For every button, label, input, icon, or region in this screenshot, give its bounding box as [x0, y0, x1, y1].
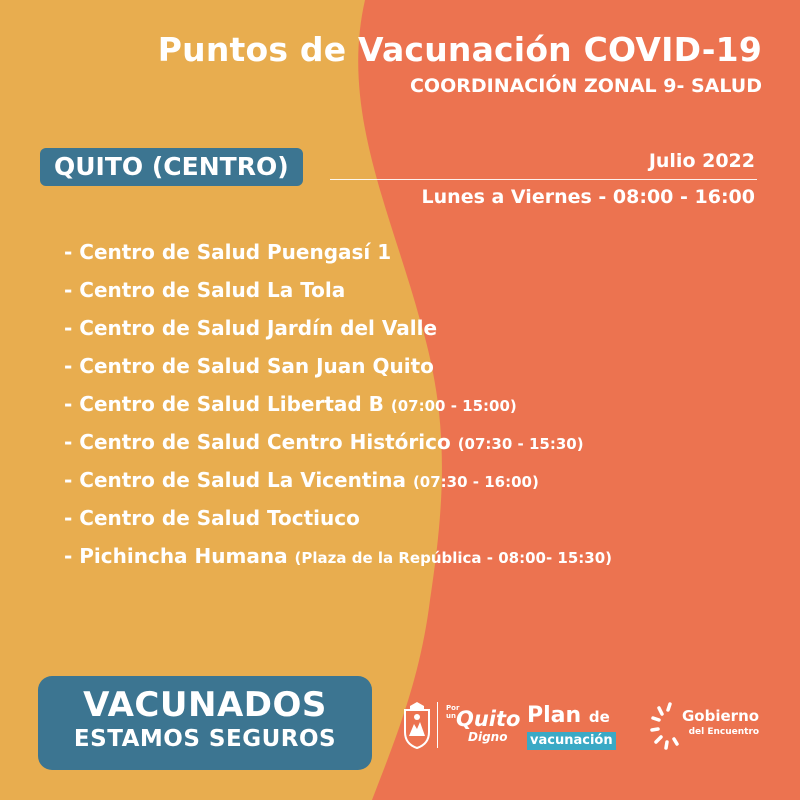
vaccinated-tagline: ESTAMOS SEGUROS	[73, 726, 337, 752]
plan-logo-de: de	[588, 708, 610, 726]
date-label: Julio 2022	[648, 150, 755, 172]
quito-logo-name: Quito	[456, 707, 521, 731]
location-hours: (Plaza de la República - 08:00- 15:30)	[294, 549, 612, 567]
list-item	[64, 239, 612, 277]
list-item	[64, 315, 612, 353]
plan-vacunacion-logo	[527, 704, 631, 750]
location-name: - Centro de Salud La Tola	[64, 278, 346, 302]
quito-logo	[437, 702, 521, 748]
location-name: - Centro de Salud Libertad B	[64, 392, 384, 416]
location-name: - Centro de Salud Centro Histórico	[64, 430, 451, 454]
location-name: - Centro de Salud La Vicentina	[64, 468, 406, 492]
location-hours: (07:30 - 16:00)	[412, 473, 539, 491]
vaccinated-badge	[38, 676, 372, 770]
location-name: - Centro de Salud Puengasí 1	[64, 240, 392, 264]
city-badge: QUITO (CENTRO)	[40, 148, 303, 186]
location-list	[64, 239, 612, 581]
gobierno-logo	[650, 700, 780, 756]
list-item	[64, 353, 612, 391]
list-item	[64, 505, 612, 543]
schedule-label: Lunes a Viernes - 08:00 - 16:00	[421, 186, 755, 208]
header	[158, 30, 762, 98]
list-item	[64, 467, 612, 505]
sunburst-icon	[650, 700, 682, 752]
location-hours: (07:30 - 15:30)	[457, 435, 584, 453]
location-name: - Centro de Salud Toctiuco	[64, 506, 360, 530]
quito-logo-prefix: Por un	[446, 704, 460, 720]
header-divider	[330, 179, 757, 180]
vaccinated-headline: VACUNADOS	[83, 685, 327, 725]
location-name: - Centro de Salud Jardín del Valle	[64, 316, 438, 340]
location-name: - Pichincha Humana	[64, 544, 288, 568]
gobierno-sub: del Encuentro	[688, 727, 760, 737]
list-item	[64, 429, 612, 467]
gobierno-main: Gobierno	[682, 707, 760, 725]
list-item	[64, 391, 612, 429]
page-subtitle: COORDINACIÓN ZONAL 9- SALUD	[409, 75, 762, 97]
location-name: - Centro de Salud San Juan Quito	[64, 354, 434, 378]
quito-logo-sub: Digno	[468, 730, 508, 744]
list-item	[64, 277, 612, 315]
plan-logo-word: Plan	[527, 703, 582, 728]
logo-row	[400, 698, 780, 758]
location-hours: (07:00 - 15:00)	[390, 397, 517, 415]
plan-logo-vacunacion: vacunación	[527, 732, 616, 750]
page-title: Puntos de Vacunación COVID-19	[157, 30, 762, 69]
gobierno-text	[682, 708, 759, 740]
quito-crest-icon	[402, 702, 432, 750]
list-item	[64, 543, 612, 581]
